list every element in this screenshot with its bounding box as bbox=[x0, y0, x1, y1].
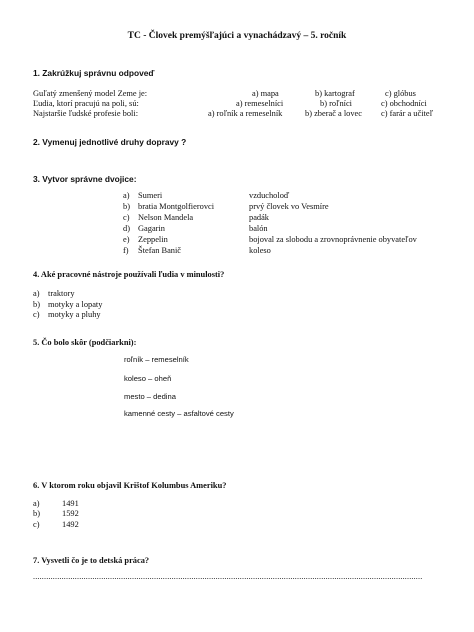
q1-row-2-option-c[interactable]: c) obchodníci bbox=[381, 99, 427, 108]
question-3-heading: 3. Vytvor správne dvojice: bbox=[33, 174, 137, 184]
q3-left-letter: b) bbox=[123, 202, 130, 211]
q3-right-item: balón bbox=[249, 224, 268, 233]
q4-option-a[interactable]: traktory bbox=[48, 289, 75, 298]
q3-left-item: Nelson Mandela bbox=[138, 213, 194, 222]
q1-row-2-text: Ľudia, ktorí pracujú na poli, sú: bbox=[33, 99, 139, 108]
q6-option-c[interactable]: 1492 bbox=[62, 520, 79, 529]
q4-option-c[interactable]: motyky a pluhy bbox=[48, 310, 101, 319]
q1-row-1-option-c[interactable]: c) glóbus bbox=[385, 89, 416, 98]
q3-left-item: Sumeri bbox=[138, 191, 163, 200]
q5-pair[interactable]: roľník – remeselník bbox=[124, 355, 189, 364]
q3-left-letter: d) bbox=[123, 224, 130, 233]
q3-left-letter: f) bbox=[123, 246, 129, 255]
q3-left-item: Gagarin bbox=[138, 224, 165, 233]
q4-option-letter: c) bbox=[33, 310, 40, 319]
q1-row-1-text: Guľatý zmenšený model Zeme je: bbox=[33, 89, 148, 98]
question-6-heading: 6. V ktorom roku objavil Krištof Kolumbus Ameriku? bbox=[33, 481, 227, 490]
q3-left-letter: c) bbox=[123, 213, 130, 222]
q1-row-3-option-c[interactable]: c) farár a učiteľ bbox=[381, 109, 433, 118]
q3-right-item: padák bbox=[249, 213, 269, 222]
q4-option-b[interactable]: motyky a lopaty bbox=[48, 300, 103, 309]
q6-option-a[interactable]: 1491 bbox=[62, 499, 79, 508]
q6-option-letter: a) bbox=[33, 499, 40, 508]
q5-pair[interactable]: mesto – dedina bbox=[124, 392, 176, 401]
q4-option-letter: a) bbox=[33, 289, 40, 298]
q1-row-1-option-a[interactable]: a) mapa bbox=[252, 89, 279, 98]
q1-row-3-option-a[interactable]: a) roľník a remeselník bbox=[208, 109, 283, 118]
answer-line[interactable]: ................................................................................................................................................................................. bbox=[33, 572, 423, 581]
question-5-heading: 5. Čo bolo skôr (podčiarkni): bbox=[33, 338, 137, 347]
q3-right-item: prvý človek vo Vesmíre bbox=[249, 202, 329, 211]
q6-option-b[interactable]: 1592 bbox=[62, 509, 79, 518]
q1-row-1-option-b[interactable]: b) kartograf bbox=[315, 89, 355, 98]
q3-left-item: Štefan Banič bbox=[138, 246, 182, 255]
q3-right-item: bojoval za slobodu a zrovnoprávnenie obyvateľov bbox=[249, 235, 417, 244]
question-1-heading: 1. Zakrúžkuj správnu odpoveď bbox=[33, 68, 155, 78]
q5-pair[interactable]: kamenné cesty – asfaltové cesty bbox=[124, 409, 234, 418]
question-2-heading: 2. Vymenuj jednotlivé druhy dopravy ? bbox=[33, 137, 187, 147]
q1-row-2-option-b[interactable]: b) roľníci bbox=[320, 99, 353, 108]
q1-row-3-option-b[interactable]: b) zberač a lovec bbox=[305, 109, 362, 118]
q3-right-item: koleso bbox=[249, 246, 271, 255]
question-7-heading: 7. Vysvetli čo je to detská práca? bbox=[33, 556, 150, 565]
q3-left-letter: a) bbox=[123, 191, 130, 200]
q3-left-item: bratia Montgolfierovci bbox=[138, 202, 215, 211]
question-4-heading: 4. Aké pracovné nástroje používali ľudia v minulosti? bbox=[33, 270, 225, 279]
q3-left-item: Zeppelin bbox=[138, 235, 168, 244]
q1-row-2-option-a[interactable]: a) remeselníci bbox=[236, 99, 284, 108]
q3-right-item: vzducholoď bbox=[249, 191, 290, 200]
q3-left-letter: e) bbox=[123, 235, 130, 244]
document-title: TC - Človek premýšľajúci a vynachádzavý – 5. ročník bbox=[127, 31, 347, 41]
q6-option-letter: c) bbox=[33, 520, 40, 529]
q1-row-3-text: Najstaršie ľudské profesie boli: bbox=[33, 109, 139, 118]
q5-pair[interactable]: koleso – oheň bbox=[124, 374, 172, 383]
q4-option-letter: b) bbox=[33, 300, 40, 309]
q6-option-letter: b) bbox=[33, 509, 40, 518]
